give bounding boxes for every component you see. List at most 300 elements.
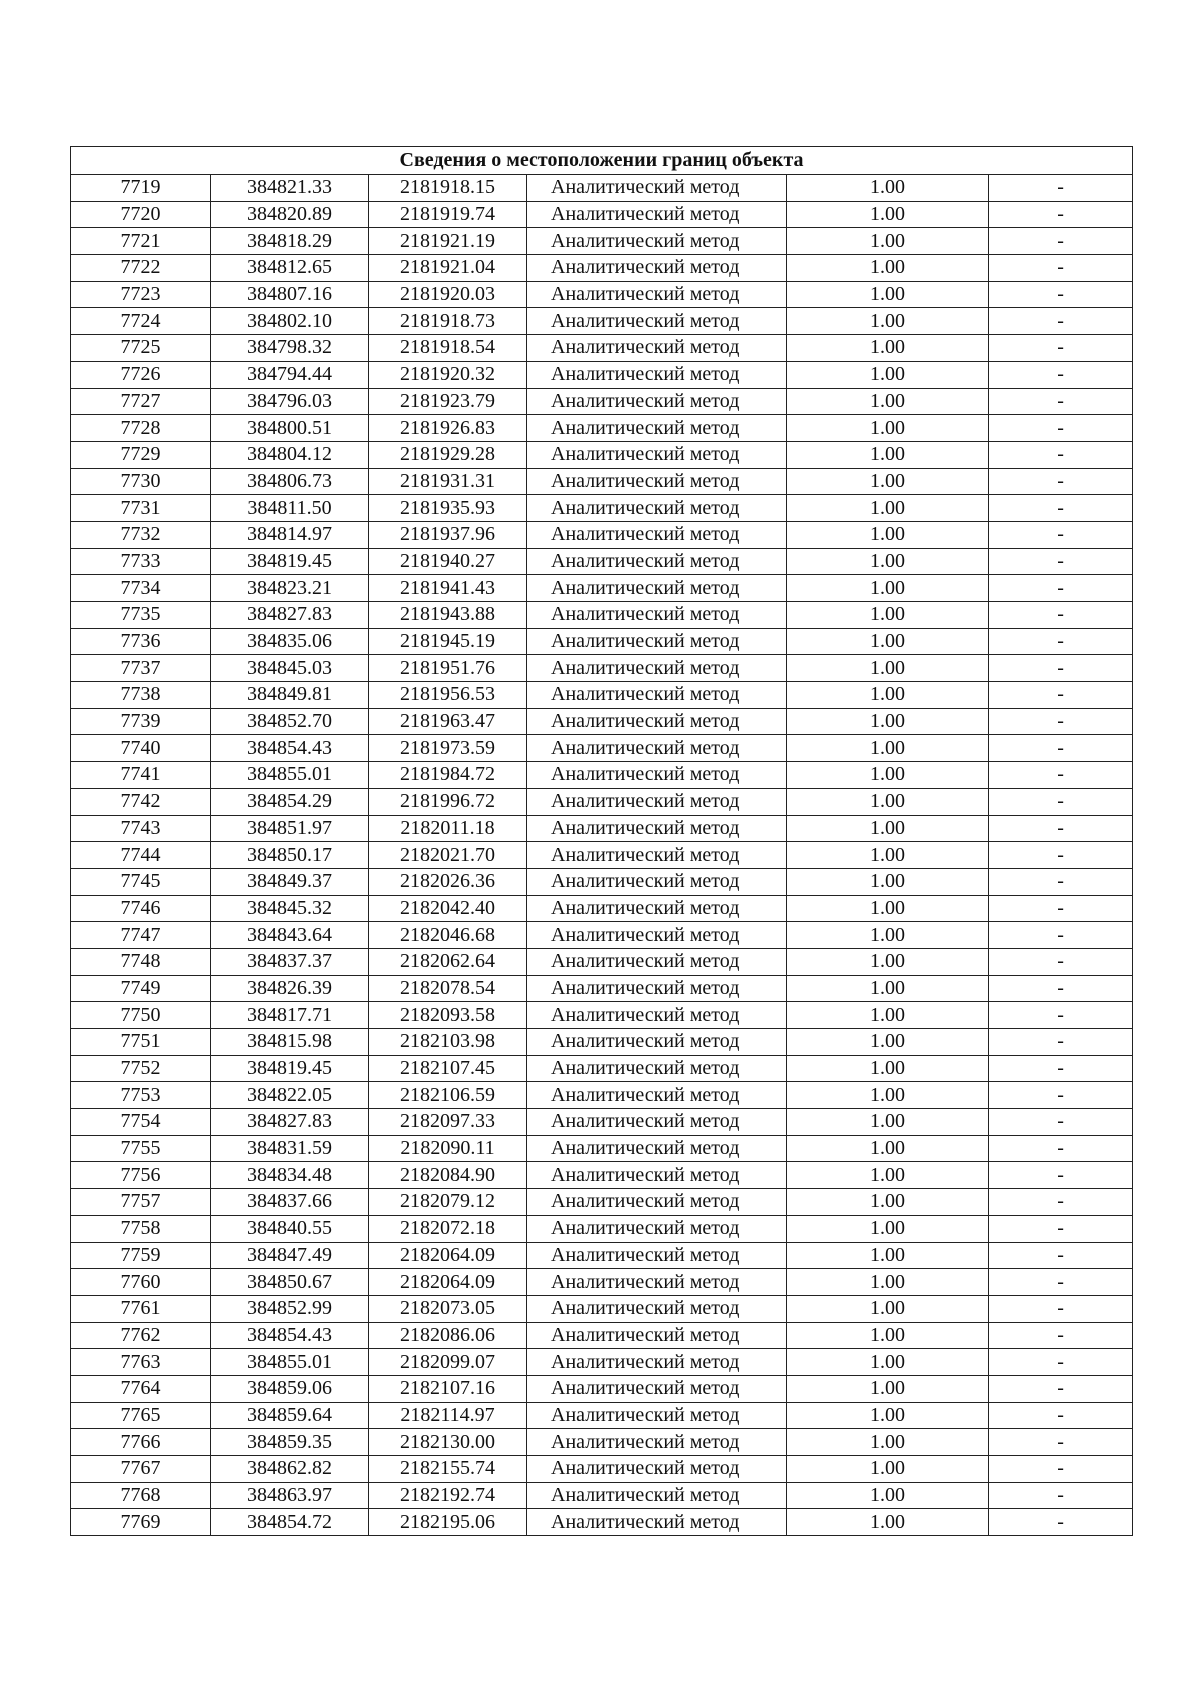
y-coordinate-cell: 2181937.96 xyxy=(369,521,527,548)
description-cell: - xyxy=(989,521,1133,548)
point-number-cell: 7762 xyxy=(71,1322,211,1349)
accuracy-cell: 1.00 xyxy=(787,441,989,468)
x-coordinate-cell: 384798.32 xyxy=(211,335,369,362)
method-cell: Аналитический метод xyxy=(527,1162,787,1189)
point-number-cell: 7769 xyxy=(71,1509,211,1536)
method-cell: Аналитический метод xyxy=(527,1002,787,1029)
point-number-cell: 7764 xyxy=(71,1375,211,1402)
description-cell: - xyxy=(989,1429,1133,1456)
description-cell: - xyxy=(989,335,1133,362)
method-cell: Аналитический метод xyxy=(527,495,787,522)
table-row xyxy=(71,868,1133,895)
y-coordinate-cell: 2182042.40 xyxy=(369,895,527,922)
table-row xyxy=(71,948,1133,975)
method-cell: Аналитический метод xyxy=(527,1322,787,1349)
method-cell: Аналитический метод xyxy=(527,895,787,922)
table-row xyxy=(71,602,1133,629)
description-cell: - xyxy=(989,308,1133,335)
point-number-cell: 7724 xyxy=(71,308,211,335)
point-number-cell: 7748 xyxy=(71,948,211,975)
method-cell: Аналитический метод xyxy=(527,1215,787,1242)
point-number-cell: 7745 xyxy=(71,868,211,895)
point-number-cell: 7722 xyxy=(71,255,211,282)
description-cell: - xyxy=(989,1002,1133,1029)
method-cell: Аналитический метод xyxy=(527,361,787,388)
x-coordinate-cell: 384834.48 xyxy=(211,1162,369,1189)
y-coordinate-cell: 2182011.18 xyxy=(369,815,527,842)
x-coordinate-cell: 384850.67 xyxy=(211,1269,369,1296)
x-coordinate-cell: 384847.49 xyxy=(211,1242,369,1269)
method-cell: Аналитический метод xyxy=(527,1402,787,1429)
accuracy-cell: 1.00 xyxy=(787,682,989,709)
accuracy-cell: 1.00 xyxy=(787,1109,989,1136)
table-row xyxy=(71,1242,1133,1269)
x-coordinate-cell: 384811.50 xyxy=(211,495,369,522)
table-title-row xyxy=(71,147,1133,175)
table-row xyxy=(71,1349,1133,1376)
description-cell: - xyxy=(989,895,1133,922)
y-coordinate-cell: 2182084.90 xyxy=(369,1162,527,1189)
method-cell: Аналитический метод xyxy=(527,1029,787,1056)
description-cell: - xyxy=(989,1482,1133,1509)
accuracy-cell: 1.00 xyxy=(787,1002,989,1029)
description-cell: - xyxy=(989,415,1133,442)
x-coordinate-cell: 384812.65 xyxy=(211,255,369,282)
y-coordinate-cell: 2181921.04 xyxy=(369,255,527,282)
table-row xyxy=(71,788,1133,815)
description-cell: - xyxy=(989,201,1133,228)
x-coordinate-cell: 384820.89 xyxy=(211,201,369,228)
description-cell: - xyxy=(989,1162,1133,1189)
method-cell: Аналитический метод xyxy=(527,415,787,442)
accuracy-cell: 1.00 xyxy=(787,1029,989,1056)
x-coordinate-cell: 384863.97 xyxy=(211,1482,369,1509)
description-cell: - xyxy=(989,1055,1133,1082)
point-number-cell: 7730 xyxy=(71,468,211,495)
table-row xyxy=(71,762,1133,789)
x-coordinate-cell: 384845.32 xyxy=(211,895,369,922)
description-cell: - xyxy=(989,708,1133,735)
point-number-cell: 7768 xyxy=(71,1482,211,1509)
accuracy-cell: 1.00 xyxy=(787,415,989,442)
table-row xyxy=(71,1002,1133,1029)
y-coordinate-cell: 2181943.88 xyxy=(369,602,527,629)
method-cell: Аналитический метод xyxy=(527,628,787,655)
table-row xyxy=(71,1295,1133,1322)
accuracy-cell: 1.00 xyxy=(787,762,989,789)
point-number-cell: 7732 xyxy=(71,521,211,548)
description-cell: - xyxy=(989,1109,1133,1136)
y-coordinate-cell: 2181941.43 xyxy=(369,575,527,602)
accuracy-cell: 1.00 xyxy=(787,1162,989,1189)
description-cell: - xyxy=(989,1215,1133,1242)
accuracy-cell: 1.00 xyxy=(787,228,989,255)
y-coordinate-cell: 2182078.54 xyxy=(369,975,527,1002)
method-cell: Аналитический метод xyxy=(527,201,787,228)
accuracy-cell: 1.00 xyxy=(787,308,989,335)
description-cell: - xyxy=(989,842,1133,869)
accuracy-cell: 1.00 xyxy=(787,255,989,282)
method-cell: Аналитический метод xyxy=(527,922,787,949)
point-number-cell: 7744 xyxy=(71,842,211,869)
method-cell: Аналитический метод xyxy=(527,682,787,709)
method-cell: Аналитический метод xyxy=(527,1109,787,1136)
y-coordinate-cell: 2182021.70 xyxy=(369,842,527,869)
description-cell: - xyxy=(989,735,1133,762)
table-row xyxy=(71,1162,1133,1189)
y-coordinate-cell: 2181931.31 xyxy=(369,468,527,495)
point-number-cell: 7749 xyxy=(71,975,211,1002)
x-coordinate-cell: 384859.35 xyxy=(211,1429,369,1456)
accuracy-cell: 1.00 xyxy=(787,1242,989,1269)
y-coordinate-cell: 2182099.07 xyxy=(369,1349,527,1376)
description-cell: - xyxy=(989,495,1133,522)
method-cell: Аналитический метод xyxy=(527,441,787,468)
y-coordinate-cell: 2182097.33 xyxy=(369,1109,527,1136)
description-cell: - xyxy=(989,575,1133,602)
table-row xyxy=(71,1082,1133,1109)
method-cell: Аналитический метод xyxy=(527,1269,787,1296)
point-number-cell: 7736 xyxy=(71,628,211,655)
description-cell: - xyxy=(989,1029,1133,1056)
method-cell: Аналитический метод xyxy=(527,1242,787,1269)
x-coordinate-cell: 384851.97 xyxy=(211,815,369,842)
x-coordinate-cell: 384807.16 xyxy=(211,281,369,308)
point-number-cell: 7758 xyxy=(71,1215,211,1242)
description-cell: - xyxy=(989,255,1133,282)
point-number-cell: 7733 xyxy=(71,548,211,575)
table-row xyxy=(71,548,1133,575)
point-number-cell: 7738 xyxy=(71,682,211,709)
point-number-cell: 7735 xyxy=(71,602,211,629)
method-cell: Аналитический метод xyxy=(527,708,787,735)
method-cell: Аналитический метод xyxy=(527,948,787,975)
x-coordinate-cell: 384854.29 xyxy=(211,788,369,815)
method-cell: Аналитический метод xyxy=(527,521,787,548)
y-coordinate-cell: 2182155.74 xyxy=(369,1456,527,1483)
y-coordinate-cell: 2182072.18 xyxy=(369,1215,527,1242)
accuracy-cell: 1.00 xyxy=(787,868,989,895)
accuracy-cell: 1.00 xyxy=(787,1322,989,1349)
x-coordinate-cell: 384855.01 xyxy=(211,762,369,789)
description-cell: - xyxy=(989,468,1133,495)
accuracy-cell: 1.00 xyxy=(787,895,989,922)
x-coordinate-cell: 384852.70 xyxy=(211,708,369,735)
y-coordinate-cell: 2182064.09 xyxy=(369,1242,527,1269)
table-row xyxy=(71,1135,1133,1162)
point-number-cell: 7752 xyxy=(71,1055,211,1082)
description-cell: - xyxy=(989,281,1133,308)
accuracy-cell: 1.00 xyxy=(787,1055,989,1082)
x-coordinate-cell: 384837.66 xyxy=(211,1189,369,1216)
method-cell: Аналитический метод xyxy=(527,762,787,789)
y-coordinate-cell: 2181951.76 xyxy=(369,655,527,682)
method-cell: Аналитический метод xyxy=(527,228,787,255)
y-coordinate-cell: 2182093.58 xyxy=(369,1002,527,1029)
table-title: Сведения о местоположении границ объекта xyxy=(71,147,1133,175)
method-cell: Аналитический метод xyxy=(527,842,787,869)
y-coordinate-cell: 2181918.15 xyxy=(369,175,527,202)
description-cell: - xyxy=(989,1295,1133,1322)
point-number-cell: 7734 xyxy=(71,575,211,602)
point-number-cell: 7728 xyxy=(71,415,211,442)
point-number-cell: 7725 xyxy=(71,335,211,362)
point-number-cell: 7729 xyxy=(71,441,211,468)
y-coordinate-cell: 2181956.53 xyxy=(369,682,527,709)
accuracy-cell: 1.00 xyxy=(787,815,989,842)
table-row xyxy=(71,1509,1133,1536)
point-number-cell: 7746 xyxy=(71,895,211,922)
accuracy-cell: 1.00 xyxy=(787,922,989,949)
point-number-cell: 7753 xyxy=(71,1082,211,1109)
description-cell: - xyxy=(989,788,1133,815)
method-cell: Аналитический метод xyxy=(527,1456,787,1483)
y-coordinate-cell: 2182114.97 xyxy=(369,1402,527,1429)
point-number-cell: 7743 xyxy=(71,815,211,842)
x-coordinate-cell: 384827.83 xyxy=(211,1109,369,1136)
method-cell: Аналитический метод xyxy=(527,1429,787,1456)
table-row xyxy=(71,1456,1133,1483)
accuracy-cell: 1.00 xyxy=(787,602,989,629)
x-coordinate-cell: 384849.81 xyxy=(211,682,369,709)
method-cell: Аналитический метод xyxy=(527,1189,787,1216)
point-number-cell: 7723 xyxy=(71,281,211,308)
y-coordinate-cell: 2181923.79 xyxy=(369,388,527,415)
x-coordinate-cell: 384840.55 xyxy=(211,1215,369,1242)
description-cell: - xyxy=(989,1349,1133,1376)
accuracy-cell: 1.00 xyxy=(787,948,989,975)
y-coordinate-cell: 2181918.54 xyxy=(369,335,527,362)
y-coordinate-cell: 2181940.27 xyxy=(369,548,527,575)
x-coordinate-cell: 384817.71 xyxy=(211,1002,369,1029)
method-cell: Аналитический метод xyxy=(527,735,787,762)
accuracy-cell: 1.00 xyxy=(787,495,989,522)
method-cell: Аналитический метод xyxy=(527,575,787,602)
method-cell: Аналитический метод xyxy=(527,255,787,282)
method-cell: Аналитический метод xyxy=(527,281,787,308)
method-cell: Аналитический метод xyxy=(527,868,787,895)
x-coordinate-cell: 384862.82 xyxy=(211,1456,369,1483)
accuracy-cell: 1.00 xyxy=(787,1135,989,1162)
table-row xyxy=(71,388,1133,415)
y-coordinate-cell: 2182195.06 xyxy=(369,1509,527,1536)
description-cell: - xyxy=(989,1322,1133,1349)
table-row xyxy=(71,468,1133,495)
accuracy-cell: 1.00 xyxy=(787,388,989,415)
point-number-cell: 7755 xyxy=(71,1135,211,1162)
point-number-cell: 7721 xyxy=(71,228,211,255)
point-number-cell: 7767 xyxy=(71,1456,211,1483)
method-cell: Аналитический метод xyxy=(527,175,787,202)
description-cell: - xyxy=(989,1135,1133,1162)
x-coordinate-cell: 384831.59 xyxy=(211,1135,369,1162)
y-coordinate-cell: 2182062.64 xyxy=(369,948,527,975)
method-cell: Аналитический метод xyxy=(527,388,787,415)
method-cell: Аналитический метод xyxy=(527,1482,787,1509)
method-cell: Аналитический метод xyxy=(527,1509,787,1536)
method-cell: Аналитический метод xyxy=(527,815,787,842)
point-number-cell: 7747 xyxy=(71,922,211,949)
method-cell: Аналитический метод xyxy=(527,468,787,495)
accuracy-cell: 1.00 xyxy=(787,468,989,495)
accuracy-cell: 1.00 xyxy=(787,175,989,202)
y-coordinate-cell: 2181945.19 xyxy=(369,628,527,655)
description-cell: - xyxy=(989,1269,1133,1296)
table-row xyxy=(71,1375,1133,1402)
x-coordinate-cell: 384854.43 xyxy=(211,735,369,762)
table-body xyxy=(71,175,1133,1536)
table-row xyxy=(71,1055,1133,1082)
x-coordinate-cell: 384822.05 xyxy=(211,1082,369,1109)
x-coordinate-cell: 384845.03 xyxy=(211,655,369,682)
y-coordinate-cell: 2182026.36 xyxy=(369,868,527,895)
y-coordinate-cell: 2181935.93 xyxy=(369,495,527,522)
method-cell: Аналитический метод xyxy=(527,548,787,575)
x-coordinate-cell: 384823.21 xyxy=(211,575,369,602)
description-cell: - xyxy=(989,602,1133,629)
table-row xyxy=(71,281,1133,308)
point-number-cell: 7757 xyxy=(71,1189,211,1216)
x-coordinate-cell: 384826.39 xyxy=(211,975,369,1002)
x-coordinate-cell: 384837.37 xyxy=(211,948,369,975)
description-cell: - xyxy=(989,868,1133,895)
accuracy-cell: 1.00 xyxy=(787,1295,989,1322)
accuracy-cell: 1.00 xyxy=(787,1429,989,1456)
table-row xyxy=(71,1402,1133,1429)
table-row xyxy=(71,815,1133,842)
y-coordinate-cell: 2181920.32 xyxy=(369,361,527,388)
accuracy-cell: 1.00 xyxy=(787,1349,989,1376)
table-row xyxy=(71,628,1133,655)
description-cell: - xyxy=(989,548,1133,575)
table-row xyxy=(71,201,1133,228)
method-cell: Аналитический метод xyxy=(527,1055,787,1082)
x-coordinate-cell: 384796.03 xyxy=(211,388,369,415)
description-cell: - xyxy=(989,682,1133,709)
y-coordinate-cell: 2181926.83 xyxy=(369,415,527,442)
description-cell: - xyxy=(989,388,1133,415)
table-row xyxy=(71,975,1133,1002)
y-coordinate-cell: 2181919.74 xyxy=(369,201,527,228)
x-coordinate-cell: 384854.72 xyxy=(211,1509,369,1536)
accuracy-cell: 1.00 xyxy=(787,842,989,869)
x-coordinate-cell: 384827.83 xyxy=(211,602,369,629)
point-number-cell: 7759 xyxy=(71,1242,211,1269)
x-coordinate-cell: 384821.33 xyxy=(211,175,369,202)
y-coordinate-cell: 2181929.28 xyxy=(369,441,527,468)
x-coordinate-cell: 384819.45 xyxy=(211,1055,369,1082)
description-cell: - xyxy=(989,361,1133,388)
x-coordinate-cell: 384814.97 xyxy=(211,521,369,548)
y-coordinate-cell: 2181963.47 xyxy=(369,708,527,735)
y-coordinate-cell: 2182086.06 xyxy=(369,1322,527,1349)
accuracy-cell: 1.00 xyxy=(787,1375,989,1402)
table-row xyxy=(71,1269,1133,1296)
x-coordinate-cell: 384802.10 xyxy=(211,308,369,335)
point-number-cell: 7737 xyxy=(71,655,211,682)
table-row xyxy=(71,1215,1133,1242)
table-row xyxy=(71,308,1133,335)
table-row xyxy=(71,228,1133,255)
x-coordinate-cell: 384859.64 xyxy=(211,1402,369,1429)
x-coordinate-cell: 384859.06 xyxy=(211,1375,369,1402)
method-cell: Аналитический метод xyxy=(527,788,787,815)
point-number-cell: 7719 xyxy=(71,175,211,202)
x-coordinate-cell: 384815.98 xyxy=(211,1029,369,1056)
x-coordinate-cell: 384835.06 xyxy=(211,628,369,655)
accuracy-cell: 1.00 xyxy=(787,735,989,762)
accuracy-cell: 1.00 xyxy=(787,281,989,308)
y-coordinate-cell: 2182046.68 xyxy=(369,922,527,949)
y-coordinate-cell: 2182107.45 xyxy=(369,1055,527,1082)
table-row xyxy=(71,495,1133,522)
table-row xyxy=(71,335,1133,362)
table-row xyxy=(71,1029,1133,1056)
accuracy-cell: 1.00 xyxy=(787,1215,989,1242)
point-number-cell: 7750 xyxy=(71,1002,211,1029)
description-cell: - xyxy=(989,175,1133,202)
method-cell: Аналитический метод xyxy=(527,1135,787,1162)
x-coordinate-cell: 384850.17 xyxy=(211,842,369,869)
method-cell: Аналитический метод xyxy=(527,1349,787,1376)
boundary-coordinates-table xyxy=(70,146,1133,1536)
point-number-cell: 7739 xyxy=(71,708,211,735)
y-coordinate-cell: 2181921.19 xyxy=(369,228,527,255)
point-number-cell: 7727 xyxy=(71,388,211,415)
accuracy-cell: 1.00 xyxy=(787,575,989,602)
y-coordinate-cell: 2181973.59 xyxy=(369,735,527,762)
accuracy-cell: 1.00 xyxy=(787,335,989,362)
point-number-cell: 7726 xyxy=(71,361,211,388)
point-number-cell: 7766 xyxy=(71,1429,211,1456)
point-number-cell: 7760 xyxy=(71,1269,211,1296)
table-row xyxy=(71,441,1133,468)
description-cell: - xyxy=(989,441,1133,468)
method-cell: Аналитический метод xyxy=(527,1375,787,1402)
table-row xyxy=(71,521,1133,548)
description-cell: - xyxy=(989,1082,1133,1109)
accuracy-cell: 1.00 xyxy=(787,1402,989,1429)
point-number-cell: 7754 xyxy=(71,1109,211,1136)
table-row xyxy=(71,922,1133,949)
accuracy-cell: 1.00 xyxy=(787,655,989,682)
x-coordinate-cell: 384806.73 xyxy=(211,468,369,495)
x-coordinate-cell: 384855.01 xyxy=(211,1349,369,1376)
accuracy-cell: 1.00 xyxy=(787,1082,989,1109)
point-number-cell: 7740 xyxy=(71,735,211,762)
y-coordinate-cell: 2182079.12 xyxy=(369,1189,527,1216)
method-cell: Аналитический метод xyxy=(527,602,787,629)
description-cell: - xyxy=(989,1509,1133,1536)
description-cell: - xyxy=(989,1375,1133,1402)
table-row xyxy=(71,895,1133,922)
accuracy-cell: 1.00 xyxy=(787,1456,989,1483)
table-row xyxy=(71,1482,1133,1509)
y-coordinate-cell: 2182192.74 xyxy=(369,1482,527,1509)
description-cell: - xyxy=(989,1402,1133,1429)
x-coordinate-cell: 384843.64 xyxy=(211,922,369,949)
description-cell: - xyxy=(989,762,1133,789)
y-coordinate-cell: 2182106.59 xyxy=(369,1082,527,1109)
table-row xyxy=(71,575,1133,602)
x-coordinate-cell: 384794.44 xyxy=(211,361,369,388)
y-coordinate-cell: 2182090.11 xyxy=(369,1135,527,1162)
y-coordinate-cell: 2182130.00 xyxy=(369,1429,527,1456)
y-coordinate-cell: 2181920.03 xyxy=(369,281,527,308)
table-row xyxy=(71,735,1133,762)
accuracy-cell: 1.00 xyxy=(787,201,989,228)
method-cell: Аналитический метод xyxy=(527,655,787,682)
